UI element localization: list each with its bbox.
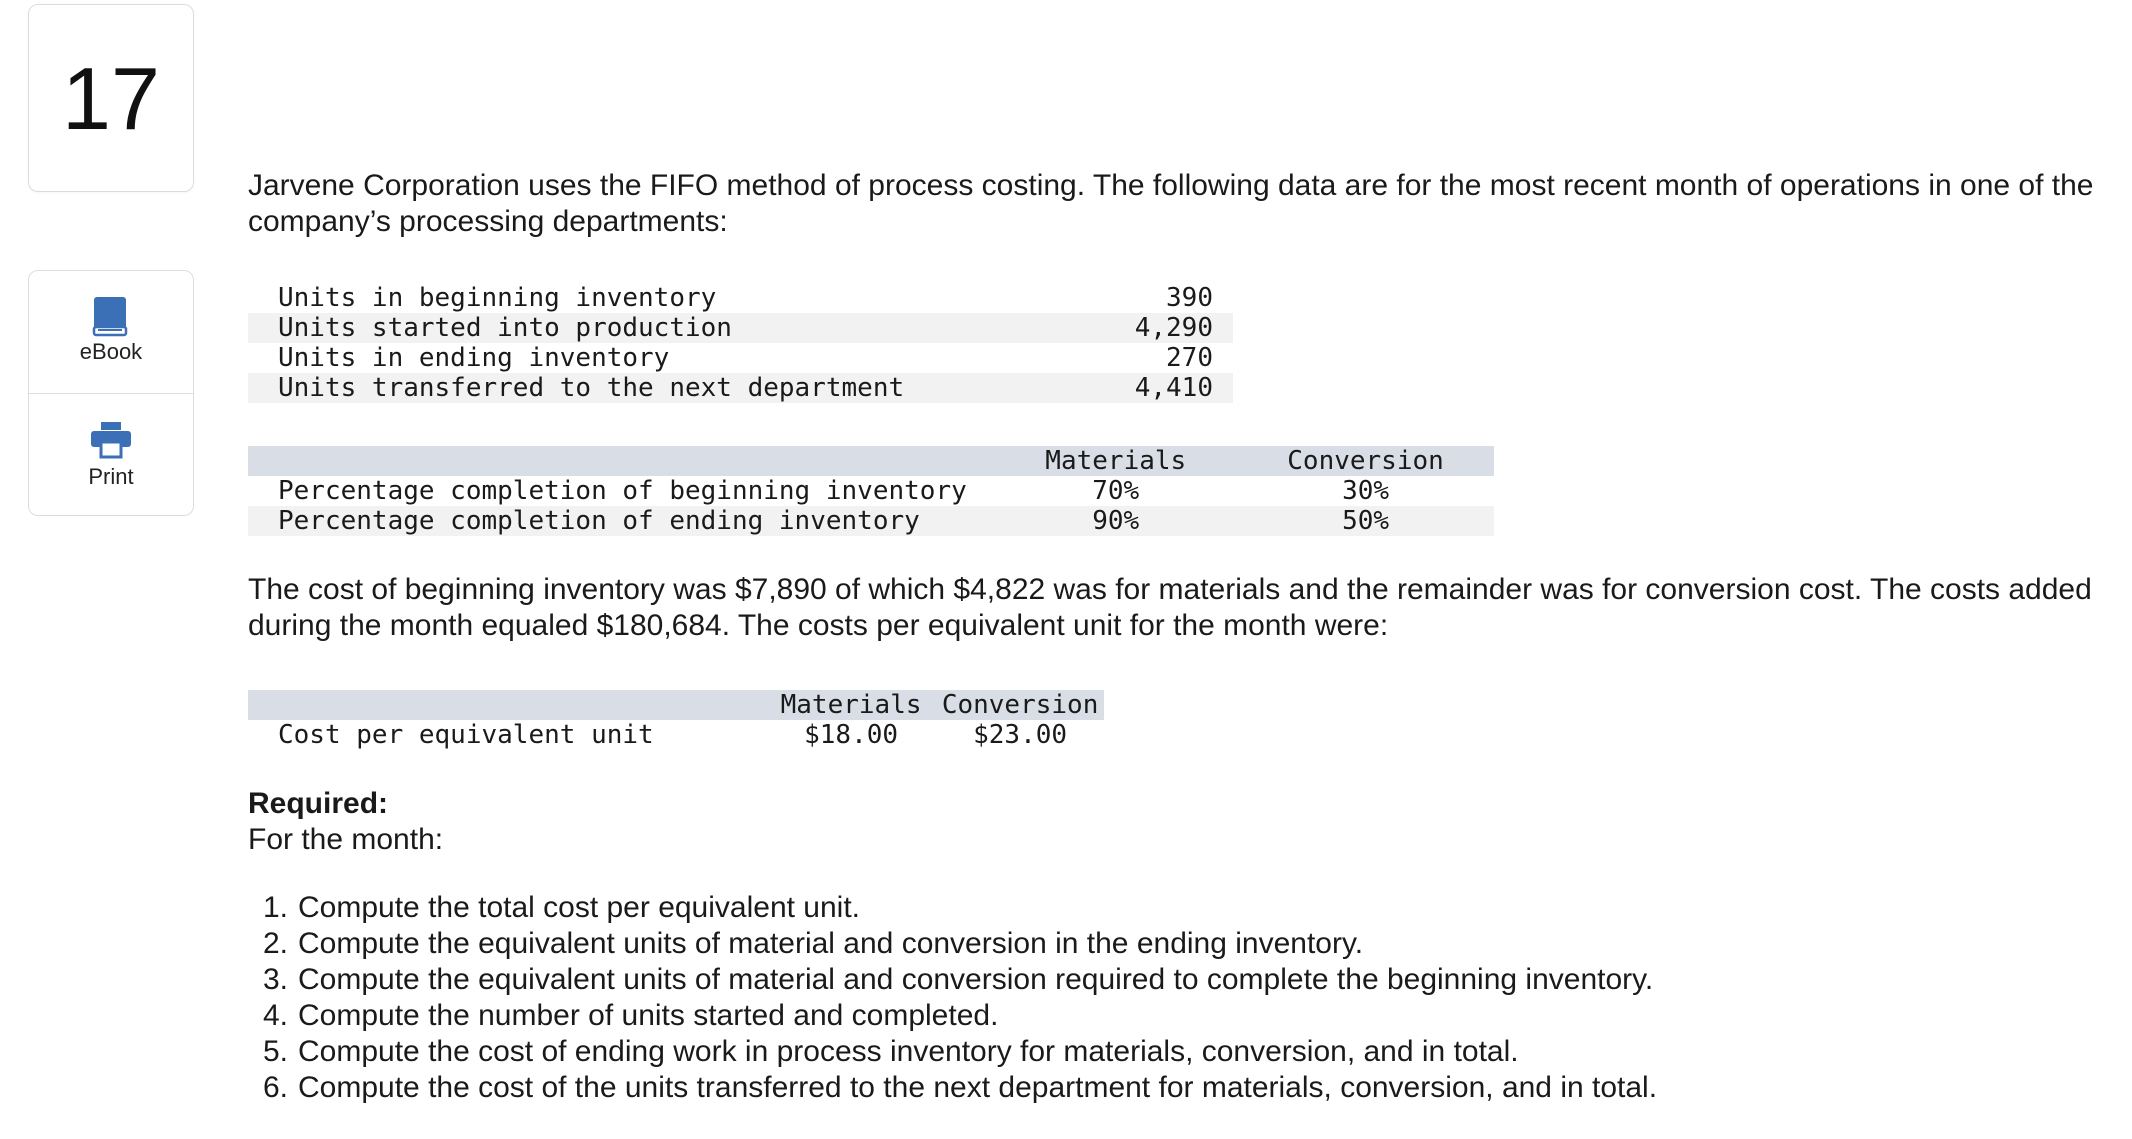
conversion-value: $23.00 (973, 720, 1068, 750)
book-icon (92, 295, 130, 344)
row-value: 4,410 (953, 373, 1233, 403)
conversion-header: Conversion (936, 690, 1104, 720)
item-text: Compute the total cost per equivalent unit. (298, 891, 861, 924)
ebook-label: eBook (79, 339, 143, 364)
item-text: Compute the number of units started and completed. (298, 999, 999, 1032)
materials-value: 90% (994, 506, 1237, 536)
item-number: 3. (262, 963, 288, 996)
cost-paragraph: The cost of beginning inventory was $7,890 of which $4,822 was for materials and the remainder was for conversion cost. The costs added during the month equaled $180,684. The costs per equivalent unit for the month were: (248, 573, 2092, 642)
row-label: Percentage completion of beginning inventory (278, 476, 967, 506)
cost-table (248, 690, 1104, 750)
row-value: 270 (1166, 343, 1213, 373)
table-row (248, 720, 1104, 750)
item-number: 6. (262, 1071, 288, 1104)
conversion-value: 50% (1237, 506, 1494, 536)
completion-table (248, 446, 1494, 536)
row-label: Percentage completion of ending inventory (248, 506, 994, 536)
item-number: 2. (262, 927, 288, 960)
materials-value: 70% (1092, 476, 1140, 506)
item-text: Compute the equivalent units of material and conversion required to complete the beginning inventory. (298, 963, 1654, 996)
row-label: Units in beginning inventory (278, 283, 717, 313)
print-label: Print (88, 464, 134, 489)
intro-paragraph: Jarvene Corporation uses the FIFO method of process costing. The following data are for the most recent month of operations in one of the company’s processing departments: (248, 169, 2094, 238)
materials-value: $18.00 (804, 720, 899, 750)
table-row (248, 283, 1233, 313)
row-label: Units transferred to the next department (248, 373, 953, 403)
table-row (248, 476, 1494, 506)
list-item (248, 926, 1657, 962)
list-item (248, 1034, 1657, 1070)
conversion-header: Conversion (1237, 446, 1494, 476)
table-row (248, 313, 1233, 343)
requirements-list (248, 890, 1657, 1106)
question-number-card (28, 4, 194, 192)
ebook-button[interactable] (29, 271, 193, 393)
conversion-value: 30% (1342, 476, 1390, 506)
units-table (248, 283, 1233, 403)
item-number: 1. (262, 891, 288, 924)
table-header-row (248, 446, 1494, 476)
row-value: 4,290 (953, 313, 1233, 343)
required-subtitle: For the month: (248, 823, 444, 856)
required-section (248, 786, 443, 858)
row-value: 390 (1166, 283, 1213, 313)
printer-icon (89, 420, 133, 465)
tools-panel (28, 270, 194, 516)
row-label: Cost per equivalent unit (278, 720, 654, 750)
item-text: Compute the cost of the units transferred to the next department for materials, conversion, and in total. (298, 1071, 1658, 1104)
print-button[interactable] (29, 393, 193, 516)
table-header-row (248, 690, 1104, 720)
row-label: Units in ending inventory (278, 343, 670, 373)
list-item (248, 890, 1657, 926)
item-number: 5. (262, 1035, 288, 1068)
item-text: Compute the equivalent units of material and conversion in the ending inventory. (298, 927, 1364, 960)
required-title: Required: (248, 787, 389, 820)
materials-header: Materials (994, 446, 1237, 476)
table-row (248, 343, 1233, 373)
materials-header: Materials (766, 690, 936, 720)
item-number: 4. (262, 999, 288, 1032)
list-item (248, 962, 1657, 998)
question-number: 17 (62, 49, 160, 148)
item-text: Compute the cost of ending work in process inventory for materials, conversion, and in total. (298, 1035, 1519, 1068)
list-item (248, 1070, 1657, 1106)
row-label: Units started into production (248, 313, 953, 343)
list-item (248, 998, 1657, 1034)
table-row (248, 506, 1494, 536)
table-row (248, 373, 1233, 403)
